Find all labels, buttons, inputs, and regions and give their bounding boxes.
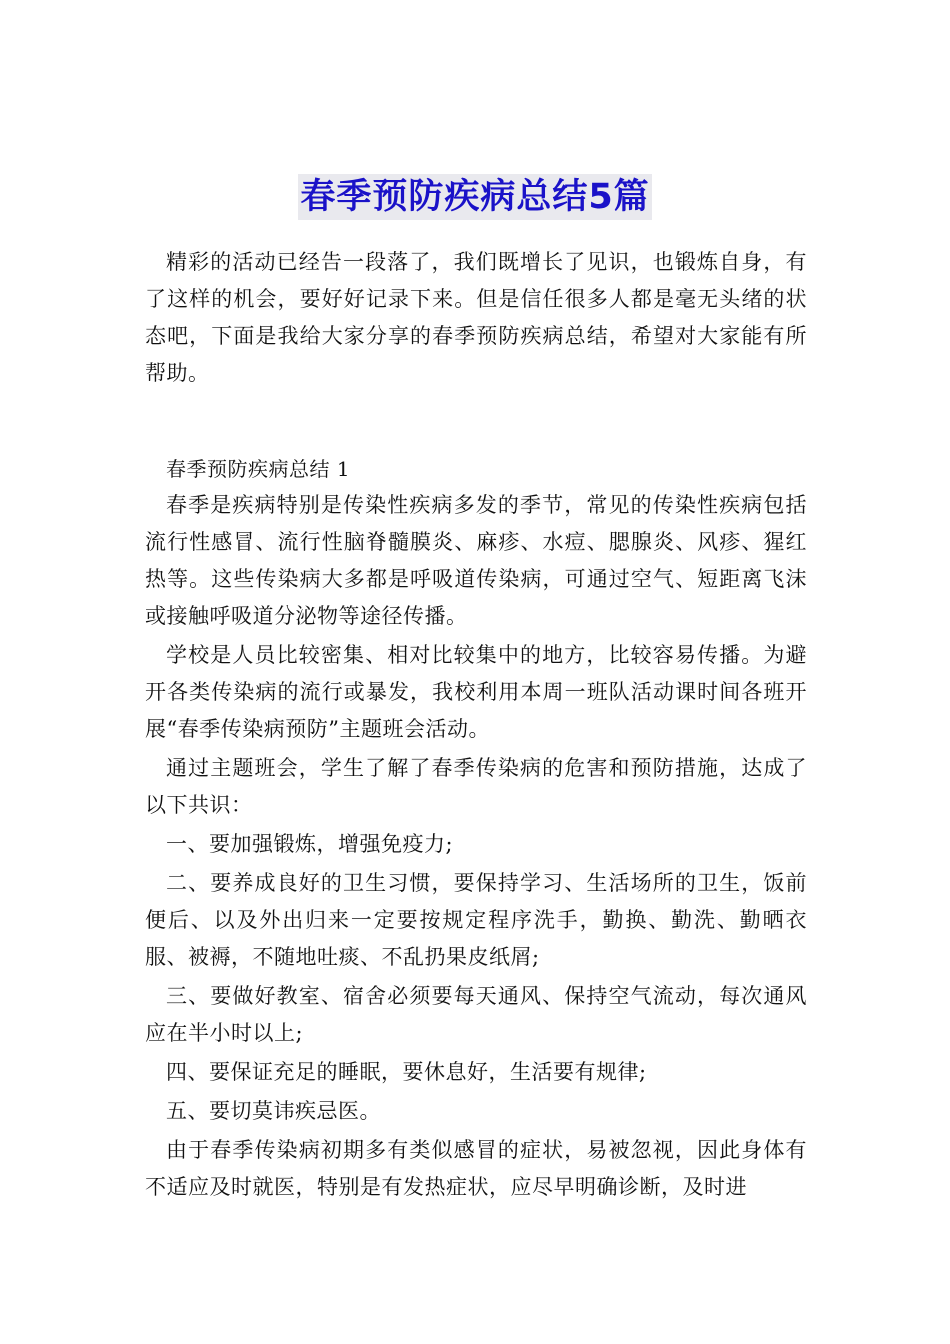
list-item: 五、要切莫讳疾忌医。 <box>166 1099 381 1123</box>
section-heading: 春季预防疾病总结 1 <box>166 457 351 481</box>
title-container <box>0 174 950 220</box>
list-item: 二、要养成良好的卫生习惯，要保持学习、生活场所的卫生，饭前便后、以及外出归来一定要按规定程序洗手，勤换、勤洗、勤晒衣服、被褥，不随地吐痰、不乱扔果皮纸屑; <box>145 871 807 969</box>
list-item: 一、要加强锻炼，增强免疫力; <box>166 832 454 856</box>
paragraph: 通过主题班会，学生了解了春季传染病的危害和预防措施，达成了以下共识： <box>145 756 807 817</box>
list-item: 四、要保证充足的睡眠，要休息好，生活要有规律; <box>166 1060 647 1084</box>
list-item: 三、要做好教室、宿舍必须要每天通风、保持空气流动，每次通风应在半小时以上; <box>145 984 807 1045</box>
intro-paragraph: 精彩的活动已经告一段落了，我们既增长了见识，也锻炼自身，有了这样的机会，要好好记录下来。但是信任很多人都是毫无头绪的状态吧，下面是我给大家分享的春季预防疾病总结，希望对大家能有所帮助。 <box>145 250 807 385</box>
paragraph: 由于春季传染病初期多有类似感冒的症状，易被忽视，因此身体有不适应及时就医，特别是有发热症状，应尽早明确诊断，及时进 <box>145 1138 807 1199</box>
intro-block <box>145 244 807 392</box>
section-1 <box>145 454 807 1208</box>
document-title: 春季预防疾病总结5篇 <box>298 174 651 220</box>
paragraph: 学校是人员比较密集、相对比较集中的地方，比较容易传播。为避开各类传染病的流行或暴发，我校利用本周一班队活动课时间各班开展“春季传染病预防”主题班会活动。 <box>145 643 807 741</box>
paragraph: 春季是疾病特别是传染性疾病多发的季节，常见的传染性疾病包括流行性感冒、流行性脑脊髓膜炎、麻疹、水痘、腮腺炎、风疹、猩红热等。这些传染病大多都是呼吸道传染病，可通过空气、短距离飞沫或接触呼吸道分泌物等途径传播。 <box>145 493 807 628</box>
